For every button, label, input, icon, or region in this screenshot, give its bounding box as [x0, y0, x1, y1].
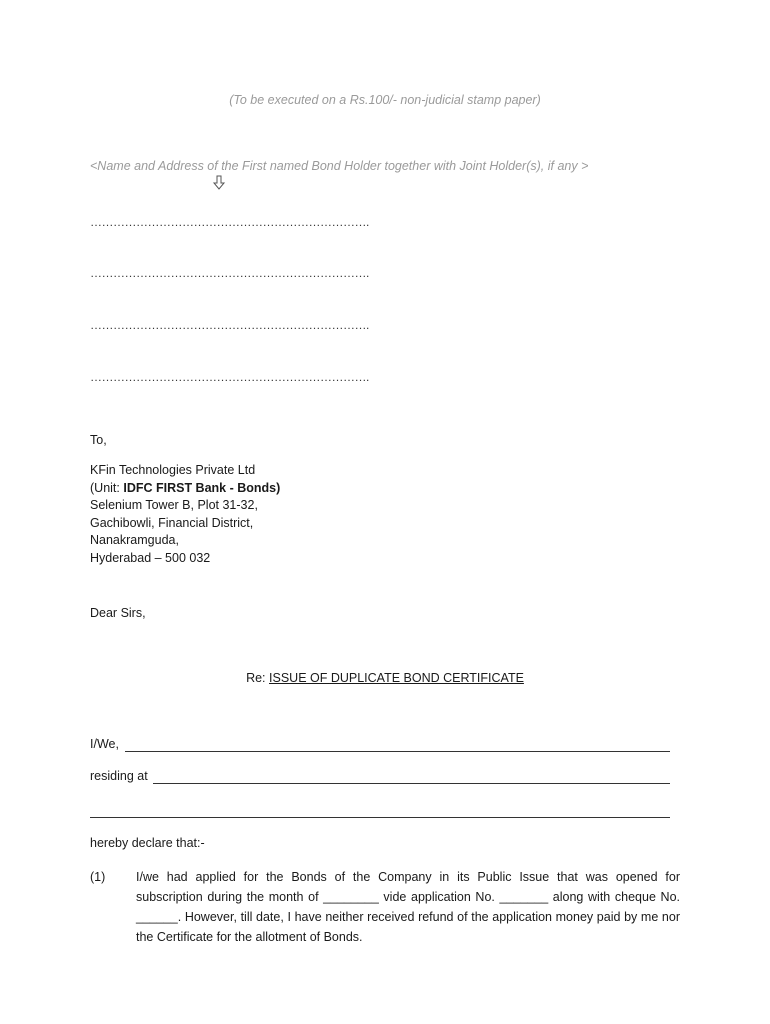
subject-line: Re: ISSUE OF DUPLICATE BOND CERTIFICATE [246, 671, 524, 685]
iwe-label: I/We, [90, 737, 119, 751]
recipient-unit: (Unit: IDFC FIRST Bank - Bonds) [90, 480, 281, 495]
subject-title: ISSUE OF DUPLICATE BOND CERTIFICATE [269, 671, 524, 685]
address-line-2: ………………………………………………………………. [90, 266, 369, 280]
name-blank-field[interactable] [125, 751, 670, 752]
recipient-address-line: Gachibowli, Financial District, [90, 515, 254, 530]
recipient-address-line: Hyderabad – 500 032 [90, 550, 211, 565]
recipient-address-line: Selenium Tower B, Plot 31-32, [90, 498, 258, 512]
recipient-address-line: Nanakramguda, [90, 533, 179, 547]
arrow-down-icon [212, 175, 226, 191]
bond-holder-placeholder: <Name and Address of the First named Bond Holder together with Joint Holder(s), if any > [90, 159, 589, 173]
address-line-4: ………………………………………………………………. [90, 370, 369, 384]
address-line-1: ………………………………………………………………. [90, 215, 369, 229]
stamp-paper-note: (To be executed on a Rs.100/- non-judicial stamp paper) [229, 93, 541, 107]
declare-text: hereby declare that:- [90, 836, 205, 850]
greeting: Dear Sirs, [90, 606, 146, 620]
residing-label: residing at [90, 769, 148, 783]
address-line-3: ………………………………………………………………. [90, 318, 369, 332]
salutation-to: To, [90, 433, 107, 447]
residence-blank-field-2[interactable] [90, 817, 670, 818]
paragraph-body: I/we had applied for the Bonds of the Company in its Public Issue that was opened for subscription during the month of ________ vide application No. _______ along with cheque No. ______. However, till date, I have neither received refund of the application money paid by me nor the Certificate for the allotment of Bonds. [136, 870, 680, 944]
recipient-address [90, 462, 280, 567]
paragraph-number: (1) [90, 870, 106, 884]
recipient-name: KFin Technologies Private Ltd [90, 463, 256, 477]
residence-blank-field[interactable] [153, 783, 670, 784]
